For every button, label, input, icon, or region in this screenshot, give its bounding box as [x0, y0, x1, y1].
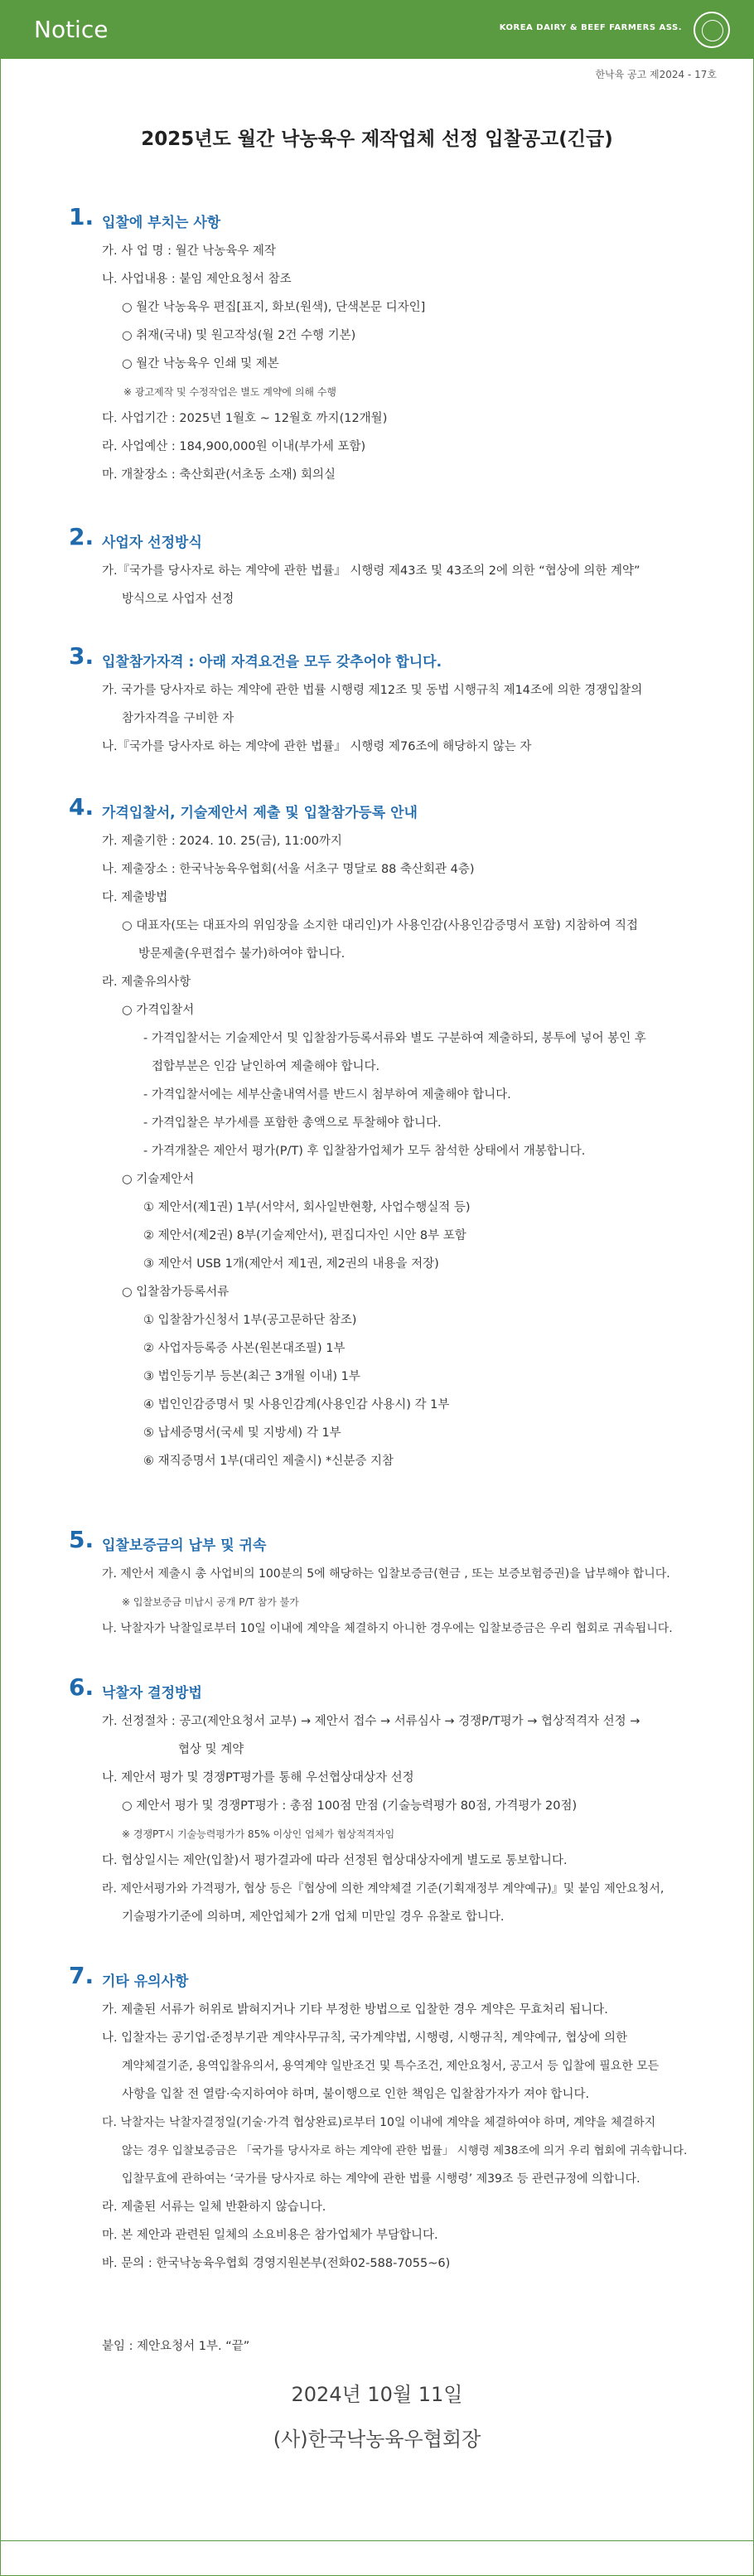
section-number: 2. [69, 523, 94, 550]
note-line: ※ 광고제작 및 수정작업은 별도 계약에 의해 수행 [123, 386, 337, 398]
text-line: 입찰무효에 관하여는 ‘국가를 당사자로 하는 계약에 관한 법률 시행령’ 제39조 등 관련규정에 의합니다. [122, 2172, 640, 2186]
text-line: - 가격입찰서에는 세부산출내역서를 반드시 첨부하여 제출해야 합니다. [143, 1088, 511, 1102]
text-line: 나. 낙찰자가 낙찰일로부터 10일 이내에 계약을 체결하지 아니한 경우에는 입찰보증금은 우리 협회로 귀속됩니다. [102, 1622, 673, 1635]
text-line: ○ 가격입찰서 [122, 1004, 195, 1017]
text-line: 방문제출(우편접수 불가)하여야 합니다. [138, 947, 346, 961]
text-line: 마. 본 제안과 관련된 일체의 소요비용은 참가업체가 부담합니다. [102, 2229, 438, 2242]
text-line: ② 사업자등록증 사본(원본대조필) 1부 [143, 1342, 346, 1355]
text-line: 다. 낙찰자는 낙찰자결정일(기술·가격 협상완료)로부터 10일 이내에 계약을 체결하여야 하며, 계약을 체결하지 [102, 2116, 656, 2129]
section-number: 6. [69, 1673, 94, 1701]
text-line: 라. 제출유의사항 [102, 976, 191, 989]
text-line: 라. 사업예산 : 184,900,000원 이내(부가세 포함) [102, 440, 366, 453]
note-line: ※ 경쟁PT시 기술능력평가가 85% 이상인 업체가 협상적격자임 [122, 1828, 395, 1840]
text-line: ④ 법인인감증명서 및 사용인감계(사용인감 사용시) 각 1부 [143, 1398, 450, 1411]
document-number: 한낙육 공고 제2024 - 17호 [595, 69, 717, 80]
text-line: 가.『국가를 당사자로 하는 계약에 관한 법률』 시행령 제43조 및 43조의 2에 의한 “협상에 의한 계약” [102, 564, 640, 578]
text-line: 마. 개찰장소 : 축산회관(서초동 소재) 회의실 [102, 468, 336, 482]
footer-bar [1, 2540, 753, 2576]
text-line: ③ 법인등기부 등본(최근 3개월 이내) 1부 [143, 1370, 360, 1383]
text-line: ⑥ 재직증명서 1부(대리인 제출시) *신분증 지참 [143, 1455, 394, 1468]
association-logo-icon [694, 12, 730, 48]
text-line: ⑤ 납세증명서(국세 및 지방세) 각 1부 [143, 1426, 341, 1440]
section-title: 기타 유의사항 [102, 1973, 189, 1990]
section-number: 1. [69, 203, 94, 230]
text-line: 방식으로 사업자 선정 [122, 593, 234, 606]
text-line: 가. 국가를 당사자로 하는 계약에 관한 법률 시행령 제12조 및 동법 시행규칙 제14조에 의한 경쟁입찰의 [102, 684, 643, 697]
text-line: 접합부분은 인감 날인하여 제출해야 합니다. [152, 1060, 380, 1073]
section-number: 4. [69, 793, 94, 821]
text-line: ② 제안서(제2권) 8부(기술제안서), 편집디자인 시안 8부 포함 [143, 1229, 466, 1242]
text-line: 나. 제안서 평가 및 경쟁PT평가를 통해 우선협상대상자 선정 [102, 1771, 414, 1784]
section-number: 5. [69, 1526, 94, 1553]
text-line: ③ 제안서 USB 1개(제안서 제1권, 제2권의 내용을 저장) [143, 1257, 439, 1271]
text-line: 나. 입찰자는 공기업·준정부기관 계약사무규칙, 국가계약법, 시행령, 시행규칙, 계약예규, 협상에 의한 [102, 2031, 628, 2045]
text-line: - 가격입찰서는 기술제안서 및 입찰참가등록서류와 별도 구분하여 제출하되, 봉투에 넣어 봉인 후 [143, 1032, 646, 1045]
notice-header [1, 1, 753, 59]
text-line: 가. 사 업 명 : 월간 낙농육우 제작 [102, 245, 276, 258]
text-line: ○ 취재(국내) 및 원고작성(월 2건 수행 기본) [122, 329, 356, 342]
text-line: 라. 제안서평가와 가격평가, 협상 등은『협상에 의한 계약체결 기준(기획재정부 계약예규)』및 붙임 제안요청서, [102, 1882, 665, 1896]
text-line: 협상 및 계약 [178, 1743, 244, 1756]
header-title: Notice [34, 16, 109, 43]
section-title: 입찰참가자격 : 아래 자격요건을 모두 갖추어야 합니다. [102, 654, 442, 671]
text-line: ○ 제안서 평가 및 경쟁PT평가 : 총점 100점 만점 (기술능력평가 80점, 가격평가 20점) [122, 1799, 578, 1813]
text-line: 참가자격을 구비한 자 [122, 712, 234, 725]
section-title: 가격입찰서, 기술제안서 제출 및 입찰참가등록 안내 [102, 805, 418, 821]
text-line: ○ 월간 낙농육우 인쇄 및 제본 [122, 357, 279, 370]
text-line: ○ 대표자(또는 대표자의 위임장을 소지한 대리인)가 사용인감(사용인감증명서 포함) 지참하여 직접 [122, 919, 639, 932]
notice-date: 2024년 10월 11일 [291, 2383, 463, 2406]
text-line: 않는 경우 입찰보증금은 「국가를 당사자로 하는 계약에 관한 법률」 시행령 제38조에 의거 우리 협회에 귀속합니다. [122, 2144, 688, 2157]
text-line: 가. 제출된 서류가 허위로 밝혀지거나 기타 부정한 방법으로 입찰한 경우 계약은 무효처리 됩니다. [102, 2003, 608, 2017]
text-line: ○ 입찰참가등록서류 [122, 1286, 230, 1299]
text-line: 다. 협상일시는 제안(입찰)서 평가결과에 따라 선정된 협상대상자에게 별도로 통보합니다. [102, 1854, 568, 1867]
section-title: 입찰보증금의 납부 및 귀속 [102, 1537, 267, 1554]
page-title: 2025년도 월간 낙농육우 제작업체 선정 입찰공고(긴급) [141, 128, 613, 150]
section-number: 7. [69, 1962, 94, 1989]
text-line: ○ 월간 낙농육우 편집[표지, 화보(원색), 단색본문 디자인] [122, 301, 426, 314]
text-line: 다. 제출방법 [102, 891, 168, 904]
text-line: 나.『국가를 당사자로 하는 계약에 관한 법률』 시행령 제76조에 해당하지 않는 자 [102, 740, 532, 753]
text-line: 가. 선정절차 : 공고(제안요청서 교부) → 제안서 접수 → 서류심사 → 경쟁P/T평가 → 협상적격자 선정 → [102, 1715, 640, 1728]
text-line: 다. 사업기간 : 2025년 1월호 ~ 12월호 까지(12개월) [102, 412, 388, 425]
text-line: 라. 제출된 서류는 일체 반환하지 않습니다. [102, 2201, 326, 2214]
text-line: 계약체결기준, 용역입찰유의서, 용역계약 일반조건 및 특수조건, 제안요청서, 공고서 등 입찰에 필요한 모든 [122, 2060, 660, 2073]
attachment-note: 붙임 : 제안요청서 1부. “끝” [102, 2340, 250, 2353]
text-line: ① 제안서(제1권) 1부(서약서, 회사일반현황, 사업수행실적 등) [143, 1201, 471, 1214]
text-line: ① 입찰참가신청서 1부(공고문하단 참조) [143, 1314, 357, 1327]
section-title: 낙찰자 결정방법 [102, 1685, 202, 1702]
text-line: 사항을 입찰 전 열람·숙지하여야 하며, 불이행으로 인한 책임은 입찰참가자가 져야 합니다. [122, 2088, 590, 2101]
section-number: 3. [69, 642, 94, 670]
text-line: 나. 사업내용 : 붙임 제안요청서 참조 [102, 273, 292, 286]
section-title: 입찰에 부치는 사항 [102, 215, 221, 231]
text-line: 바. 문의 : 한국낙농육우협회 경영지원본부(전화02-588-7055~6) [102, 2257, 451, 2270]
text-line: ○ 기술제안서 [122, 1173, 195, 1186]
text-line: 가. 제출기한 : 2024. 10. 25(금), 11:00까지 [102, 835, 342, 848]
section-title: 사업자 선정방식 [102, 535, 202, 551]
text-line: 가. 제안서 제출시 총 사업비의 100분의 5에 해당하는 입찰보증금(현금 , 또는 보증보험증권)을 납부해야 합니다. [102, 1567, 670, 1581]
issuer-signature: (사)한국낙농육우협회장 [273, 2428, 481, 2451]
header-org-name: KOREA DAIRY & BEEF FARMERS ASS. [499, 23, 682, 32]
note-line: ※ 입찰보증금 미납시 공개 P/T 참가 불가 [122, 1596, 299, 1608]
text-line: 기술평가기준에 의하며, 제안업체가 2개 업체 미만일 경우 유찰로 합니다. [122, 1910, 505, 1924]
text-line: 나. 제출장소 : 한국낙농육우협회(서울 서초구 명달로 88 축산회관 4층) [102, 863, 475, 876]
text-line: - 가격개찰은 제안서 평가(P/T) 후 입찰참가업체가 모두 참석한 상태에서 개봉합니다. [143, 1145, 586, 1158]
text-line: - 가격입찰은 부가세를 포함한 총액으로 투찰해야 합니다. [143, 1116, 442, 1130]
